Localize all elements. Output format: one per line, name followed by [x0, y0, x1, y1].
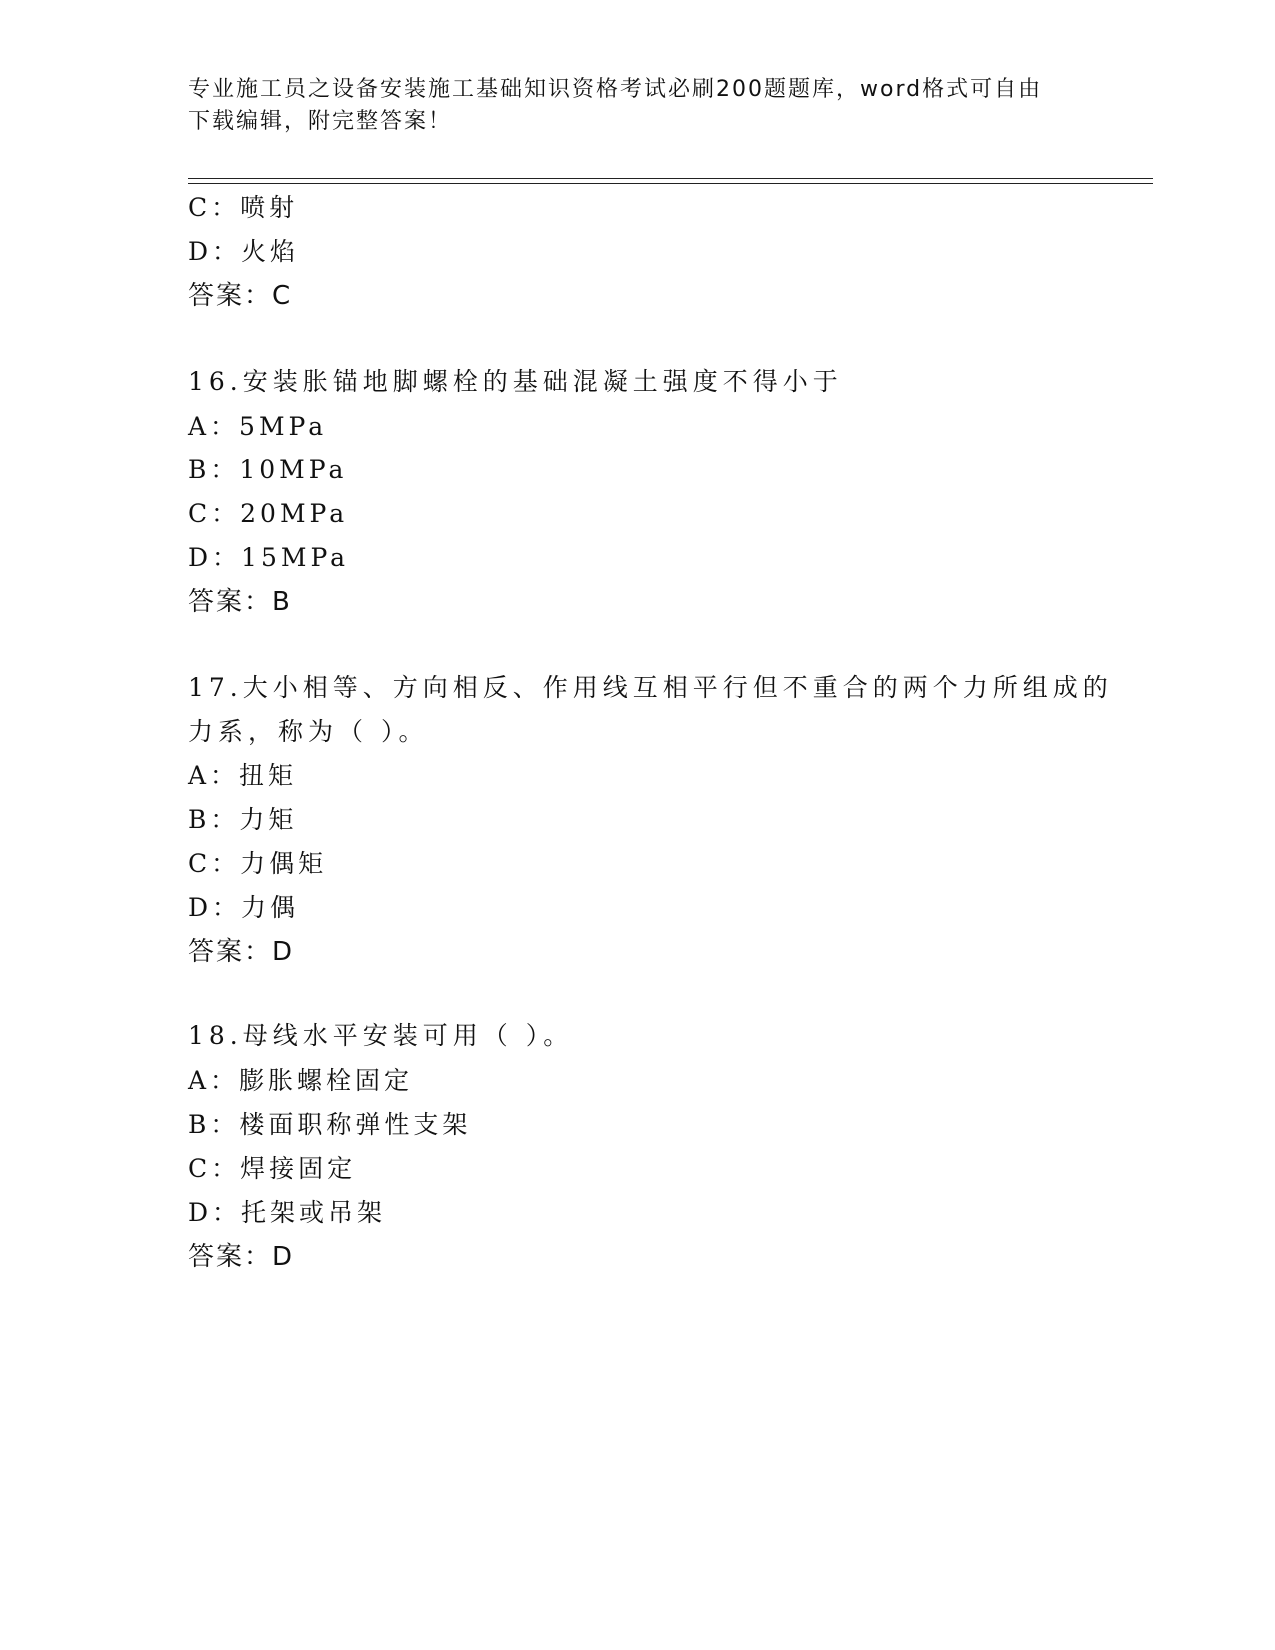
question-text: 力系，称为（ ）。 [188, 717, 429, 746]
option-text: A：扭矩 [188, 761, 298, 790]
answer-text: 答案：B [188, 587, 292, 617]
answer-text: 答案：D [188, 937, 295, 967]
answer-text: 答案：D [188, 1242, 295, 1272]
option-text: D：15MPa [188, 543, 350, 572]
option-text: C：20MPa [188, 499, 349, 528]
option-text: B：楼面职称弹性支架 [188, 1110, 472, 1139]
option-text: C：喷射 [188, 193, 299, 222]
question-text: 17.大小相等、方向相反、作用线互相平行但不重合的两个力所组成的 [188, 673, 1113, 702]
option-text: B：10MPa [188, 455, 348, 484]
header-line-1: 专业施工员之设备安装施工基础知识资格考试必刷200题题库，word格式可自由 [188, 77, 1043, 102]
question-text: 16.安装胀锚地脚螺栓的基础混凝土强度不得小于 [188, 367, 843, 396]
header-divider-bottom [188, 183, 1153, 184]
document-header [188, 74, 1088, 138]
option-text: C：力偶矩 [188, 849, 328, 878]
option-text: A：5MPa [188, 412, 328, 441]
header-line-2: 下载编辑，附完整答案！ [188, 109, 453, 134]
option-text: C：焊接固定 [188, 1154, 357, 1183]
option-text: A：膨胀螺栓固定 [188, 1066, 414, 1095]
option-text: D：火焰 [188, 237, 300, 266]
option-text: D：力偶 [188, 893, 300, 922]
answer-text: 答案：C [188, 281, 293, 311]
question-text: 18.母线水平安装可用（ ）。 [188, 1021, 574, 1050]
option-text: D：托架或吊架 [188, 1198, 387, 1227]
option-text: B：力矩 [188, 805, 298, 834]
header-divider-top [188, 178, 1153, 179]
